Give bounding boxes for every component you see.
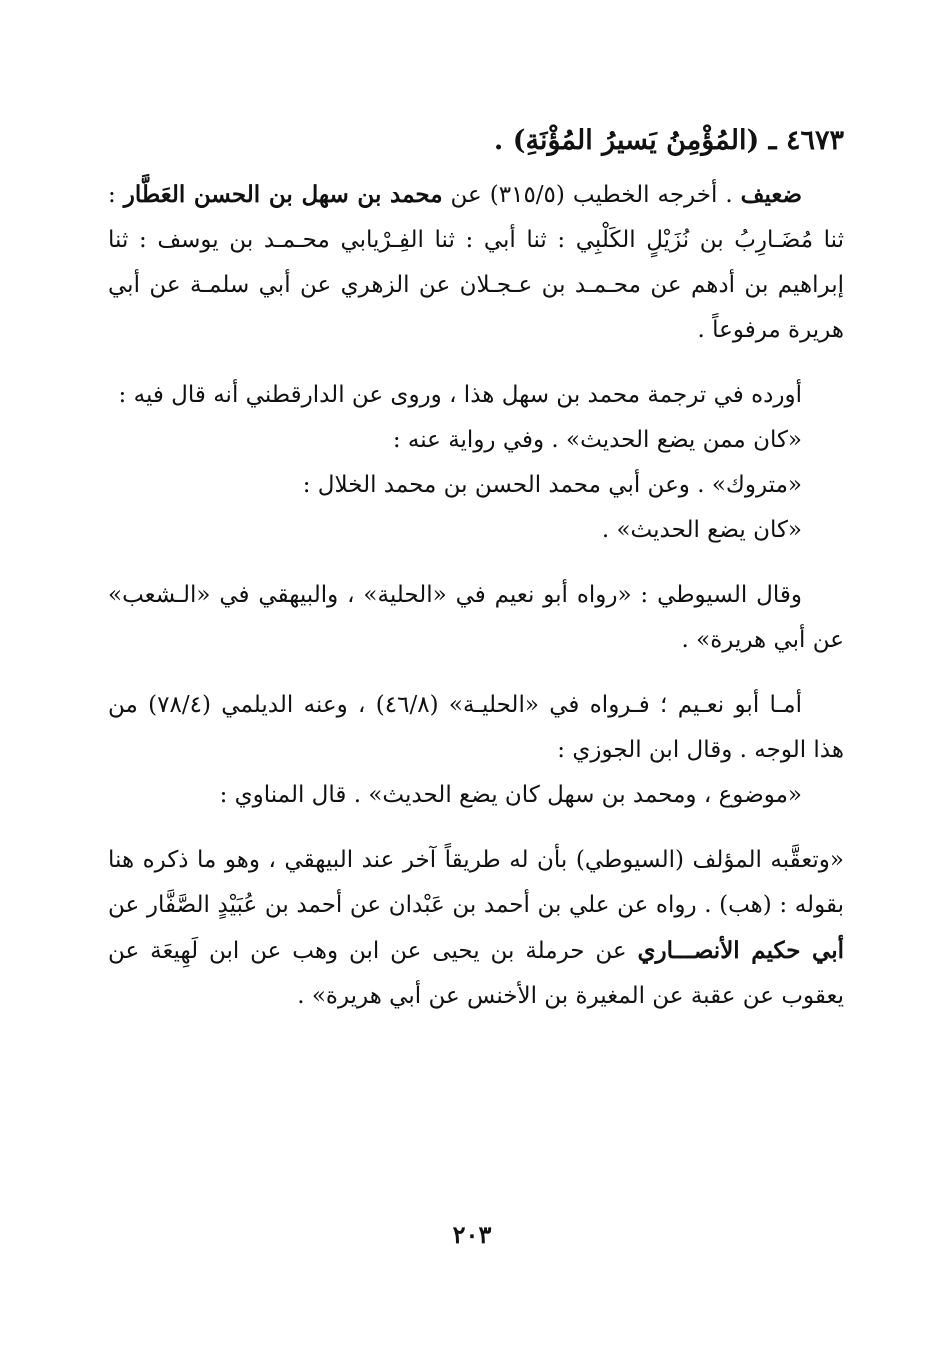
munawi-text-after: عن حرملة بن يحيى عن ابن وهب عن ابن لَهِيعَة عن يعقوب عن عقبة عن المغيرة بن الأخنس عن أبي هريرة» .	[108, 938, 844, 1009]
grading-label: ضعيف	[740, 181, 803, 208]
abu-nuaim-paragraph: أمـا أبو نعـيم ؛ فـرواه في «الحليـة» (٤٦/٨) ، وعنه الديلمي (٧٨/٤) من هذا الوجه . وقال ابن الجوزي :	[108, 692, 844, 763]
munawi-text-before: «وتعقَّبه المؤلف (السيوطي) بأن له طريقاً آخر عند البيهقي ، وهو ما ذكره هنا بقوله : (هب) . رواه عن علي بن أحمد بن عَبْدان عن أحمد بن عُبَيْدٍ الصَّفَّار عن	[108, 847, 844, 918]
quote-ibn-jawzi: «موضوع ، ومحمد بن سهل كان يضع الحديث» . قال المناوي :	[219, 782, 802, 808]
page-number: ٢٠٣	[452, 1220, 492, 1249]
hadith-text: (المُؤْمِنُ يَسيرُ المُؤْنَةِ) .	[493, 125, 760, 156]
page-body	[108, 118, 844, 1019]
takhrij-paragraph	[108, 172, 844, 353]
quote-fabricator: «كان ممن يضع الحديث» . وفي رواية عنه :	[392, 427, 802, 453]
hadith-number: ٤٦٧٣	[785, 125, 844, 156]
narrator-name: محمد بن سهل بن الحسن العَطَّار	[123, 181, 443, 208]
abu-hakim-name: أبي حكيم الأنصـــاري	[637, 937, 844, 964]
isnad-chain: : ثنا مُضَـارِبُ بن نُزَيْلٍ الكَلْبِي : ثنا أبي : ثنا الفِـرْيابي محـمـد بن يوسف : ثنا إبراهيم بن أدهم عن محـمـد بن عـجـلان عن الزهري عن أبي سلمـة عن أبي هريرة مرفوعاً .	[108, 182, 844, 343]
suyuti-paragraph: وقال السيوطي : «رواه أبو نعيم في «الحلية» ، والبيهقي في «الـشعب» عن أبي هريرة» .	[108, 582, 844, 653]
quote-khallal: «كان يضع الحديث» .	[601, 517, 802, 543]
quote-matruk: «متروك» . وعن أبي محمد الحسن بن محمد الخلال :	[302, 472, 802, 498]
hadith-heading	[108, 118, 844, 164]
darqutni-paragraph: أورده في ترجمة محمد بن سهل هذا ، وروى عن الدارقطني أنه قال فيه :	[118, 382, 802, 408]
munawi-paragraph	[108, 838, 844, 1019]
hadith-separator: ـ	[759, 125, 786, 156]
source-text: . أخرجه الخطيب (٣١٥/٥) عن	[442, 182, 741, 208]
